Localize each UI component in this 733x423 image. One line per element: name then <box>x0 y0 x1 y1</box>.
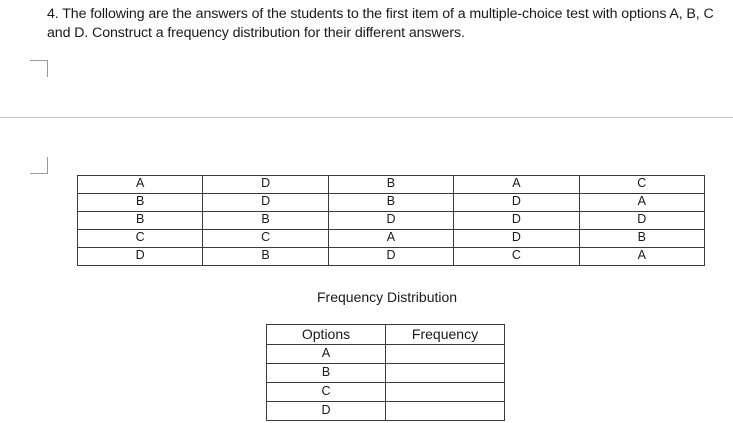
option-cell: C <box>267 383 386 402</box>
answer-cell: B <box>78 194 203 212</box>
page-divider <box>0 117 733 118</box>
table-row <box>78 212 705 230</box>
table-header-row <box>267 325 505 345</box>
answer-cell: A <box>579 194 704 212</box>
answer-cell: D <box>203 176 328 194</box>
answer-cell: D <box>454 194 579 212</box>
table-row <box>267 364 505 383</box>
answer-cell: C <box>579 176 704 194</box>
frequency-distribution-title: Frequency Distribution <box>317 289 458 305</box>
options-header: Options <box>267 325 386 345</box>
table-row <box>78 176 705 194</box>
answer-cell: B <box>579 230 704 248</box>
frequency-header: Frequency <box>386 325 505 345</box>
table-row <box>78 248 705 266</box>
answer-cell: B <box>78 212 203 230</box>
answer-cell: D <box>78 248 203 266</box>
answer-cell: A <box>328 230 453 248</box>
table-row <box>267 402 505 421</box>
crop-mark-top <box>30 60 48 77</box>
answer-cell: D <box>454 230 579 248</box>
option-cell: A <box>267 345 386 364</box>
table-row <box>78 194 705 212</box>
answer-cell: D <box>328 248 453 266</box>
answer-cell: A <box>78 176 203 194</box>
answer-cell: D <box>328 212 453 230</box>
answer-cell: A <box>579 248 704 266</box>
frequency-cell[interactable] <box>386 402 505 421</box>
frequency-table <box>266 324 505 421</box>
table-row <box>78 230 705 248</box>
crop-mark-bottom <box>30 157 48 174</box>
frequency-cell[interactable] <box>386 345 505 364</box>
answer-cell: A <box>454 176 579 194</box>
answer-cell: D <box>454 212 579 230</box>
option-cell: D <box>267 402 386 421</box>
answer-cell: B <box>203 212 328 230</box>
answer-cell: C <box>454 248 579 266</box>
table-row <box>267 383 505 402</box>
answer-cell: C <box>203 230 328 248</box>
answer-cell: C <box>78 230 203 248</box>
answer-cell: B <box>328 194 453 212</box>
answer-cell: D <box>579 212 704 230</box>
frequency-cell[interactable] <box>386 364 505 383</box>
question-text: 4. The following are the answers of the students to the first item of a multiple-choice test with options A, B, C and D. Construct a frequency distribution for their different answers. <box>47 6 714 41</box>
answer-cell: B <box>328 176 453 194</box>
answer-cell: D <box>203 194 328 212</box>
frequency-cell[interactable] <box>386 383 505 402</box>
option-cell: B <box>267 364 386 383</box>
table-row <box>267 345 505 364</box>
answer-cell: B <box>203 248 328 266</box>
answers-table <box>77 175 705 266</box>
